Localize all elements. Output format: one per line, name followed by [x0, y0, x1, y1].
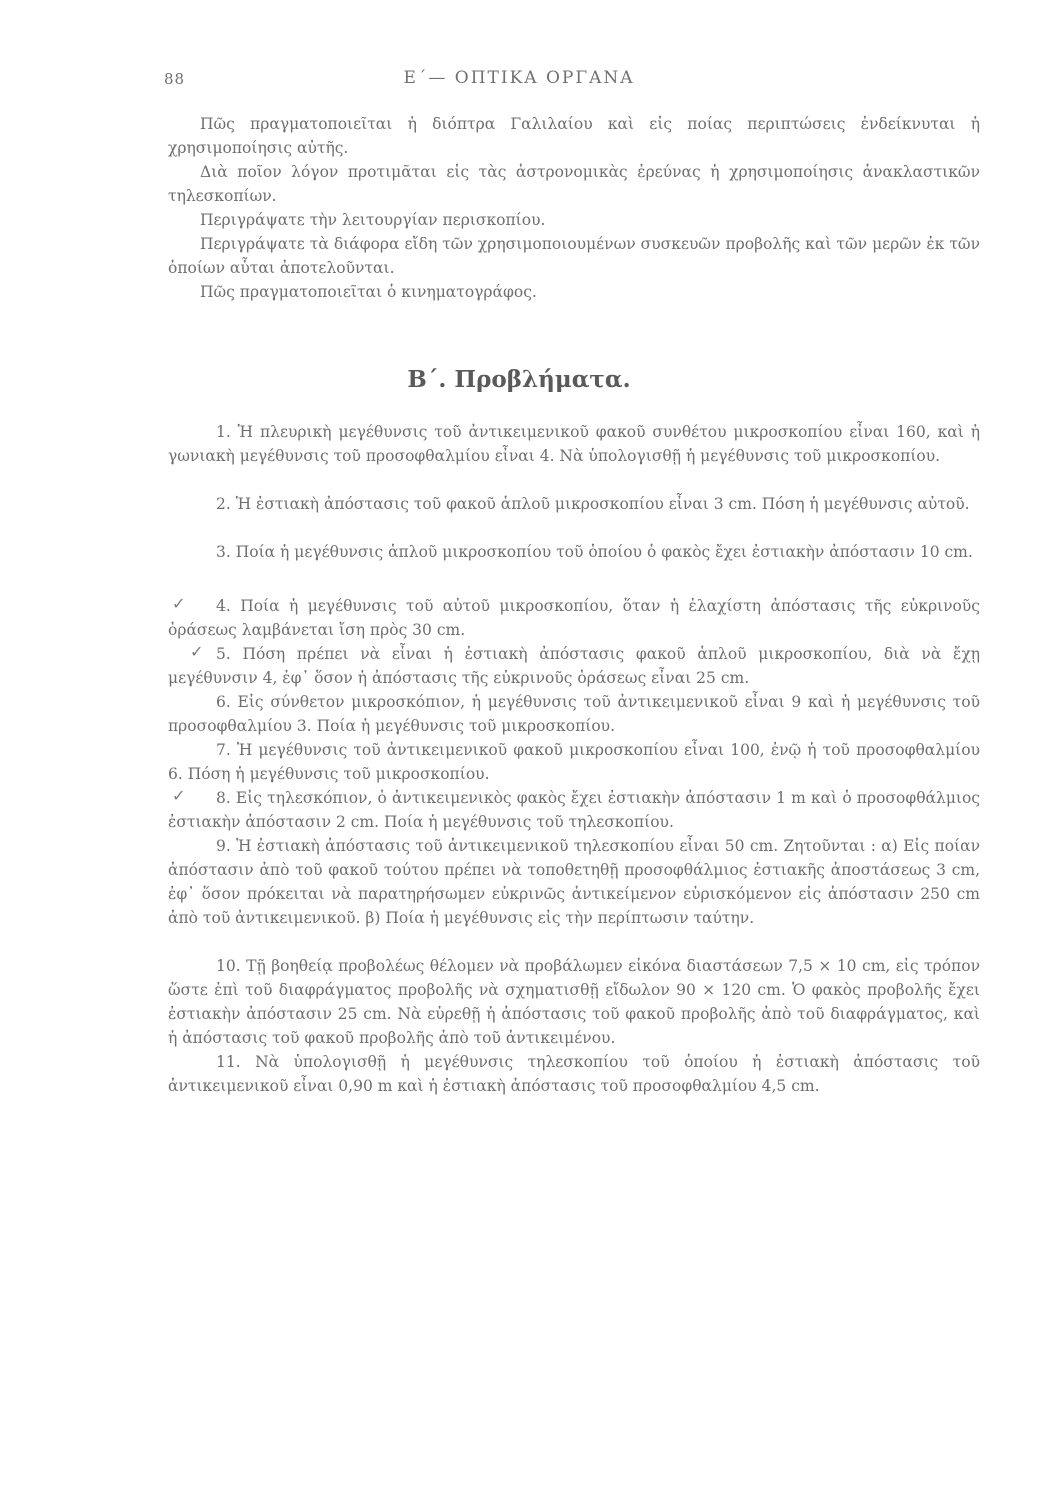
- problem-item: 8. Εἰς τηλεσκόπιον, ὁ ἀντικειμενικὸς φακὸς ἔχει ἐστιακὴν ἀπόστασιν 1 m καὶ ὁ προσοφθάλμιος ἐστιακὴν ἀπόστασιν 2 cm. Ποία ἡ μεγέθυνσις τοῦ τηλεσκοπίου.: [168, 789, 980, 831]
- review-question: Περιγράψατε τὴν λειτουργίαν περισκοπίου.: [200, 211, 546, 229]
- problem-item: 3. Ποία ἡ μεγέθυνσις ἁπλοῦ μικροσκοπίου τοῦ ὁποίου ὁ φακὸς ἔχει ἐστιακὴν ἀπόστασιν 10 cm.: [216, 543, 973, 561]
- review-question: Πῶς πραγματοποιεῖται ὁ κινηματογράφος.: [200, 283, 537, 301]
- problem-item: 11. Νὰ ὑπολογισθῇ ἡ μεγέθυνσις τηλεσκοπίου τοῦ ὁποίου ἡ ἐστιακὴ ἀπόστασις τοῦ ἀντικειμενικοῦ εἶναι 0,90 m καὶ ἡ ἐστιακὴ ἀπόστασις τοῦ προσοφθαλμίου 4,5 cm.: [168, 1053, 980, 1095]
- problem-item: 9. Ἡ ἐστιακὴ ἀπόστασις τοῦ ἀντικειμενικοῦ τηλεσκοπίου εἶναι 50 cm. Ζητοῦνται : α) Εἰς ποίαν ἀπόστασιν ἀπὸ τοῦ φακοῦ τούτου πρέπει νὰ τοποθετηθῇ προσοφθάλμιος ἐστιακῆς ἀποστάσεως 3 cm, ἐφ᾽ ὅσον πρόκειται νὰ παρατηρήσωμεν εὐκρινῶς ἀντικείμενον εὑρισκόμενον εἰς ἀπόστασιν 250 cm ἀπὸ τοῦ ἀντικειμενικοῦ. β) Ποία ἡ μεγέθυνσις εἰς τὴν περίπτωσιν ταύτην.: [168, 837, 980, 927]
- problem-item: 2. Ἡ ἐστιακὴ ἀπόστασις τοῦ φακοῦ ἁπλοῦ μικροσκοπίου εἶναι 3 cm. Πόση ἡ μεγέθυνσις αὐτοῦ.: [216, 495, 970, 513]
- problem-item: 10. Τῇ βοηθείᾳ προβολέως θέλομεν νὰ προβάλωμεν εἰκόνα διαστάσεων 7,5 × 10 cm, εἰς τρόπον ὥστε ἐπὶ τοῦ διαφράγματος προβολῆς νὰ σχηματισθῇ εἴδωλον 90 × 120 cm. Ὁ φακὸς προβολῆς ἔχει ἐστιακὴν ἀπόστασιν 25 cm. Νὰ εὑρεθῇ ἡ ἀπόστασις τοῦ φακοῦ προβολῆς ἀπὸ τοῦ διαφράγματος, καὶ ἡ ἀπόστασις τοῦ φακοῦ προβολῆς ἀπὸ τοῦ ἀντικειμένου.: [168, 957, 980, 1047]
- review-question: Πῶς πραγματοποιεῖται ἡ διόπτρα Γαλιλαίου καὶ εἰς ποίας περιπτώσεις ἐνδείκνυται ἡ χρησιμοποίησις αὐτῆς.: [168, 115, 980, 157]
- problem-item: 4. Ποία ἡ μεγέθυνσις τοῦ αὐτοῦ μικροσκοπίου, ὅταν ἡ ἐλαχίστη ἀπόστασις τῆς εὐκρινοῦς ὁράσεως λαμβάνεται ἴση πρὸς 30 cm.: [168, 597, 980, 639]
- problem-item: 1. Ἡ πλευρικὴ μεγέθυνσις τοῦ ἀντικειμενικοῦ φακοῦ συνθέτου μικροσκοπίου εἶναι 160, καὶ ἡ γωνιακὴ μεγέθυνσις τοῦ προσοφθαλμίου εἶναι 4. Νὰ ὑπολογισθῇ ἡ μεγέθυνσις τοῦ μικροσκοπίου.: [168, 423, 980, 465]
- problem-item: 6. Εἰς σύνθετον μικροσκόπιον, ἡ μεγέθυνσις τοῦ ἀντικειμενικοῦ εἶναι 9 καὶ ἡ μεγέθυνσις τοῦ προσοφθαλμίου 3. Ποία ἡ μεγέθυνσις τοῦ μικροσκοπίου.: [168, 693, 980, 735]
- checkmark-icon: ✓: [172, 594, 186, 613]
- checkmark-icon: ✓: [172, 786, 186, 805]
- running-title: Ε΄— ΟΠΤΙΚΑ ΟΡΓΑΝΑ: [403, 68, 635, 88]
- problem-item: 5. Πόση πρέπει νὰ εἶναι ἡ ἐστιακὴ ἀπόστασις φακοῦ ἁπλοῦ μικροσκοπίου, διὰ νὰ ἔχῃ μεγέθυνσιν 4, ἐφ᾽ ὅσον ἡ ἀπόστασις τῆς εὐκρινοῦς ὁράσεως εἶναι 25 cm.: [168, 645, 980, 687]
- checkmark-icon: ✓: [190, 642, 204, 661]
- problem-item: 7. Ἡ μεγέθυνσις τοῦ ἀντικειμενικοῦ φακοῦ μικροσκοπίου εἶναι 100, ἐνῷ ἡ τοῦ προσοφθαλμίου 6. Πόση ἡ μεγέθυνσις τοῦ μικροσκοπίου.: [168, 741, 980, 783]
- review-question: Περιγράψατε τὰ διάφορα εἴδη τῶν χρησιμοποιουμένων συσκευῶν προβολῆς καὶ τῶν μερῶν ἐκ τῶν ὁποίων αὗται ἀποτελοῦνται.: [168, 235, 980, 277]
- section-title: Β΄. Προβλήματα.: [407, 366, 631, 393]
- page-number: 88: [164, 70, 186, 88]
- review-question: Διὰ ποῖον λόγον προτιμᾶται εἰς τὰς ἀστρονομικὰς ἐρεύνας ἡ χρησιμοποίησις ἀνακλαστικῶν τηλεσκοπίων.: [168, 163, 980, 205]
